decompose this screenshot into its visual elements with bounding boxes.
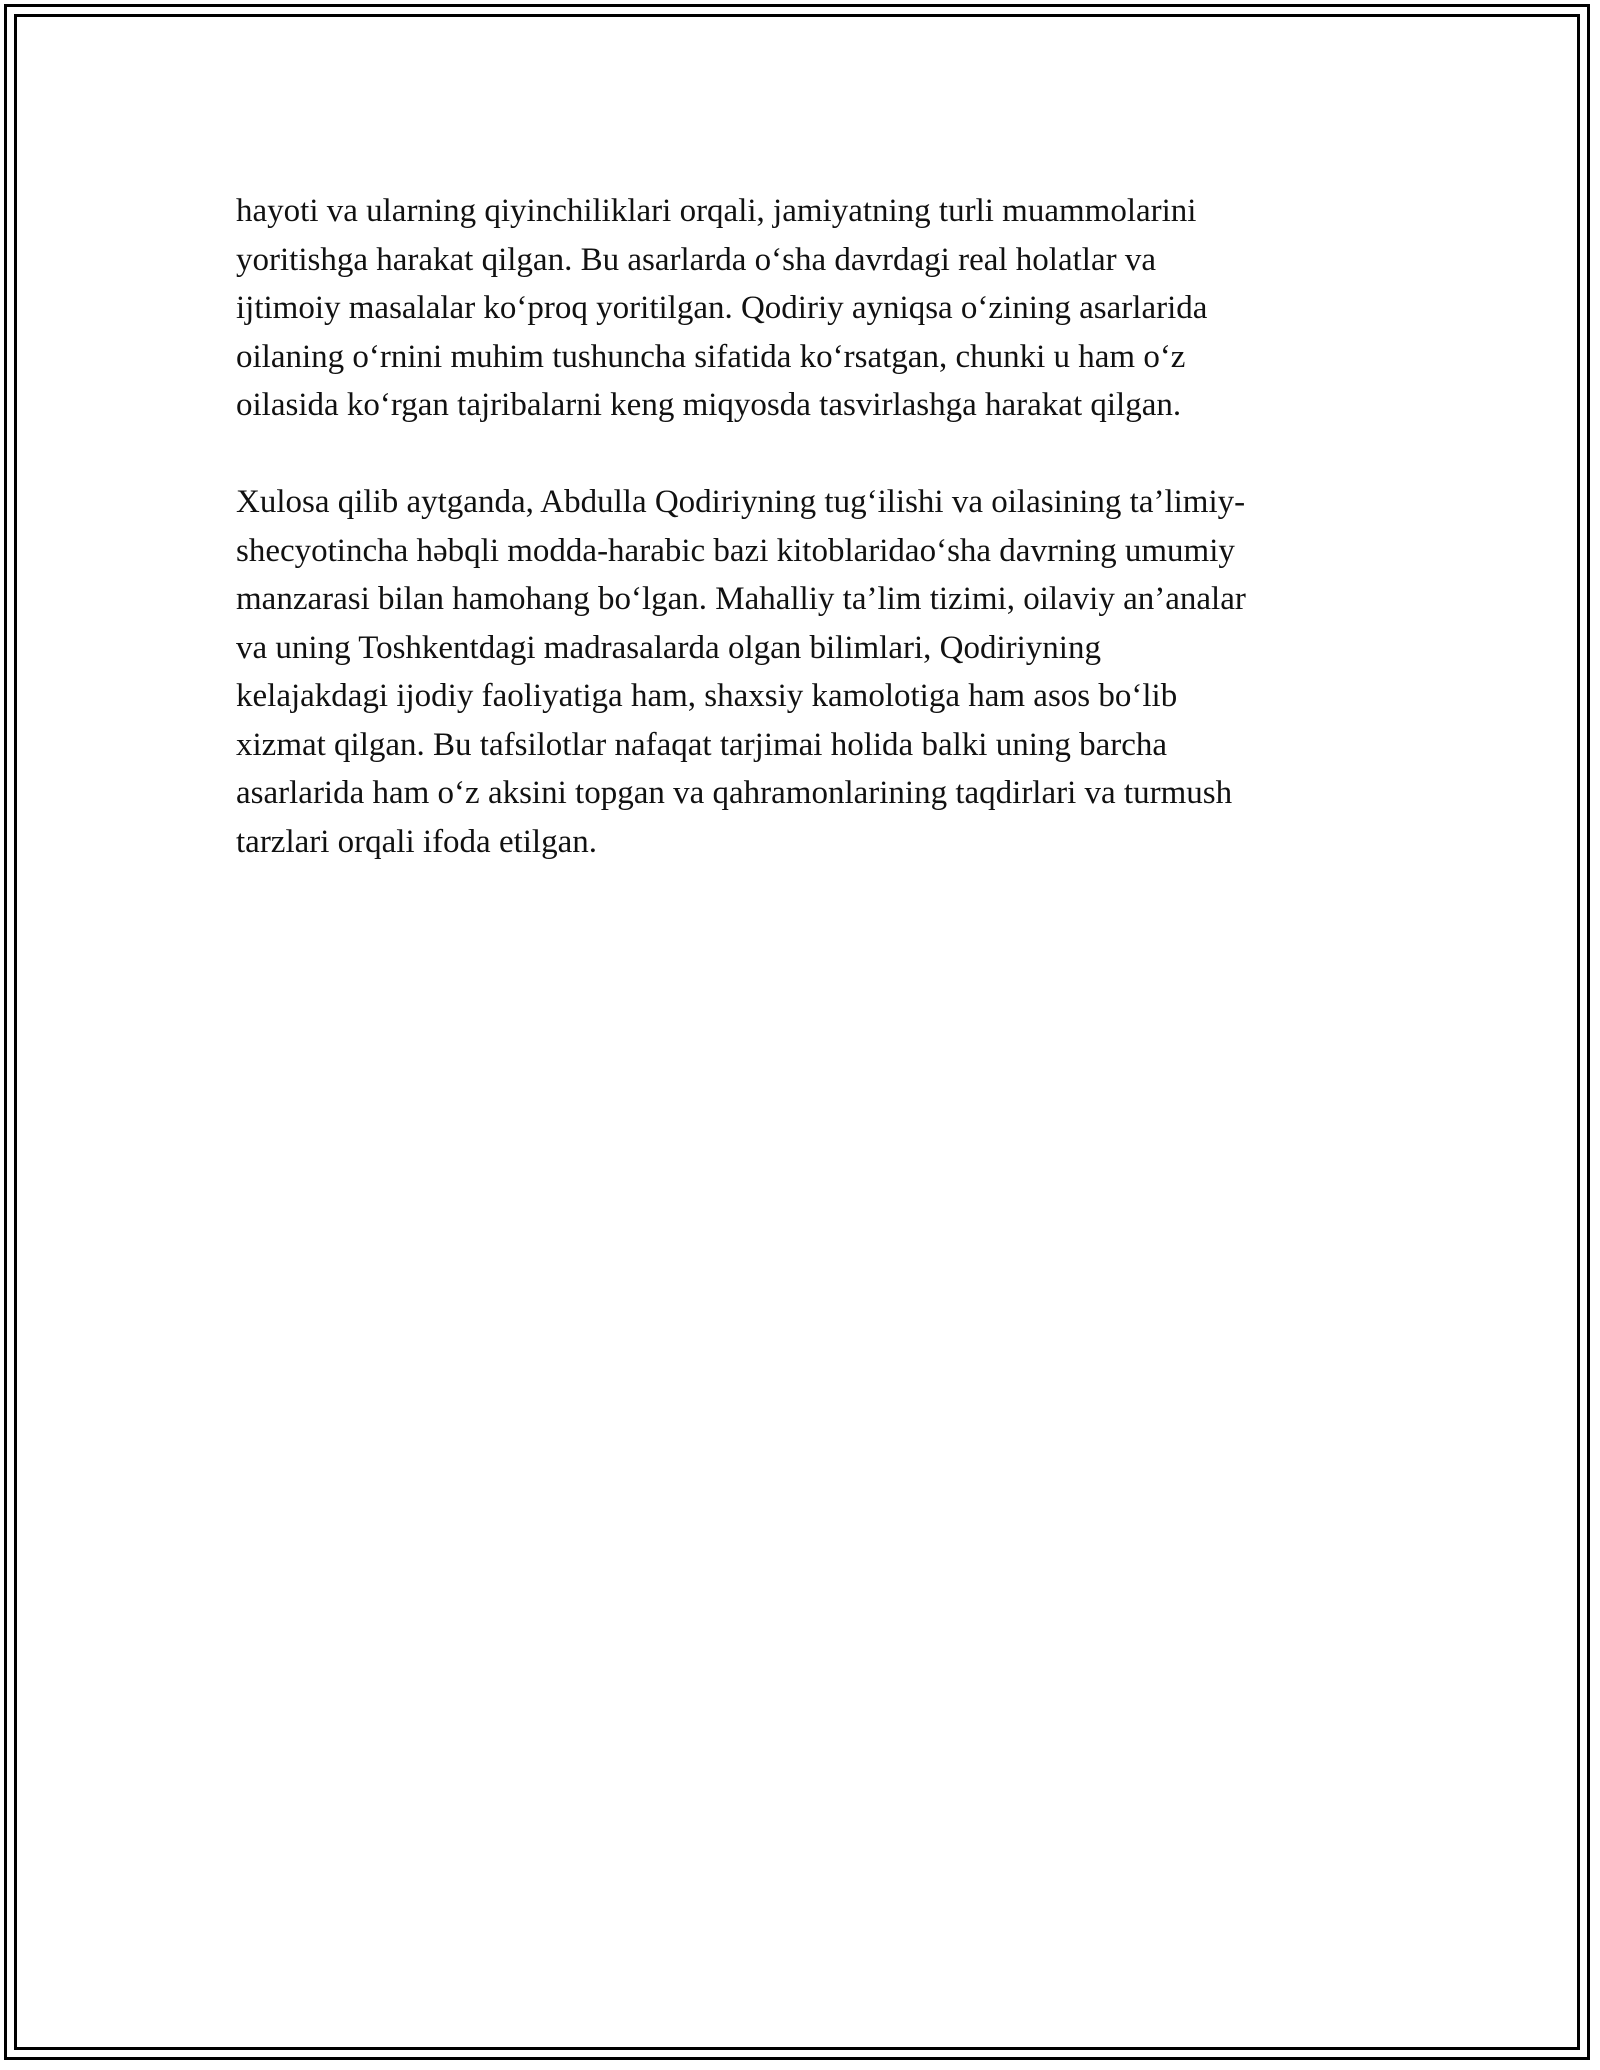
text-line: tarzlari orqali ifoda etilgan.	[236, 823, 598, 860]
document-body	[236, 187, 1366, 866]
text-line: Xulosa qilib aytganda, Abdulla Qodiriyning tug‘ilishi va oilasining ta’limiy-	[236, 484, 1246, 520]
text-line: oilasida ko‘rgan tajribalarni keng miqyosda tasvirlashga harakat qilgan.	[236, 387, 1182, 423]
paragraph-1	[236, 187, 1366, 430]
text-line: hayoti va ularning qiyinchiliklari orqali, jamiyatning turli muammolarini	[236, 193, 1197, 229]
text-line: va uning Toshkentdagi madrasalarda olgan bilimlari, Qodiriyning	[236, 629, 1101, 666]
text-line: yoritishga harakat qilgan. Bu asarlarda o‘sha davrdagi real holatlar va	[236, 241, 1156, 278]
text-line: ijtimoiy masalalar ko‘proq yoritilgan. Qodiriy ayniqsa o‘zining asarlarida	[236, 290, 1208, 326]
text-line: kelajakdagi ijodiy faoliyatiga ham, shaxsiy kamolotiga ham asos bo‘lib	[236, 678, 1178, 714]
text-line: asarlarida ham o‘z aksini topgan va qahramonlarining taqdirlari va turmush	[236, 775, 1233, 811]
text-line: oilaning o‘rnini muhim tushuncha sifatida ko‘rsatgan, chunki u ham o‘z	[236, 338, 1186, 375]
text-line: xizmat qilgan. Bu tafsilotlar nafaqat tarjimai holida balki uning barcha	[236, 726, 1168, 763]
paragraph-2	[236, 478, 1366, 866]
text-line: manzarasi bilan hamohang bo‘lgan. Mahalliy ta’lim tizimi, oilaviy an’analar	[236, 581, 1246, 617]
text-line: shecyotincha həbqli modda-harabic bazi kitoblaridao‘sha davrning umumiy	[236, 532, 1235, 569]
